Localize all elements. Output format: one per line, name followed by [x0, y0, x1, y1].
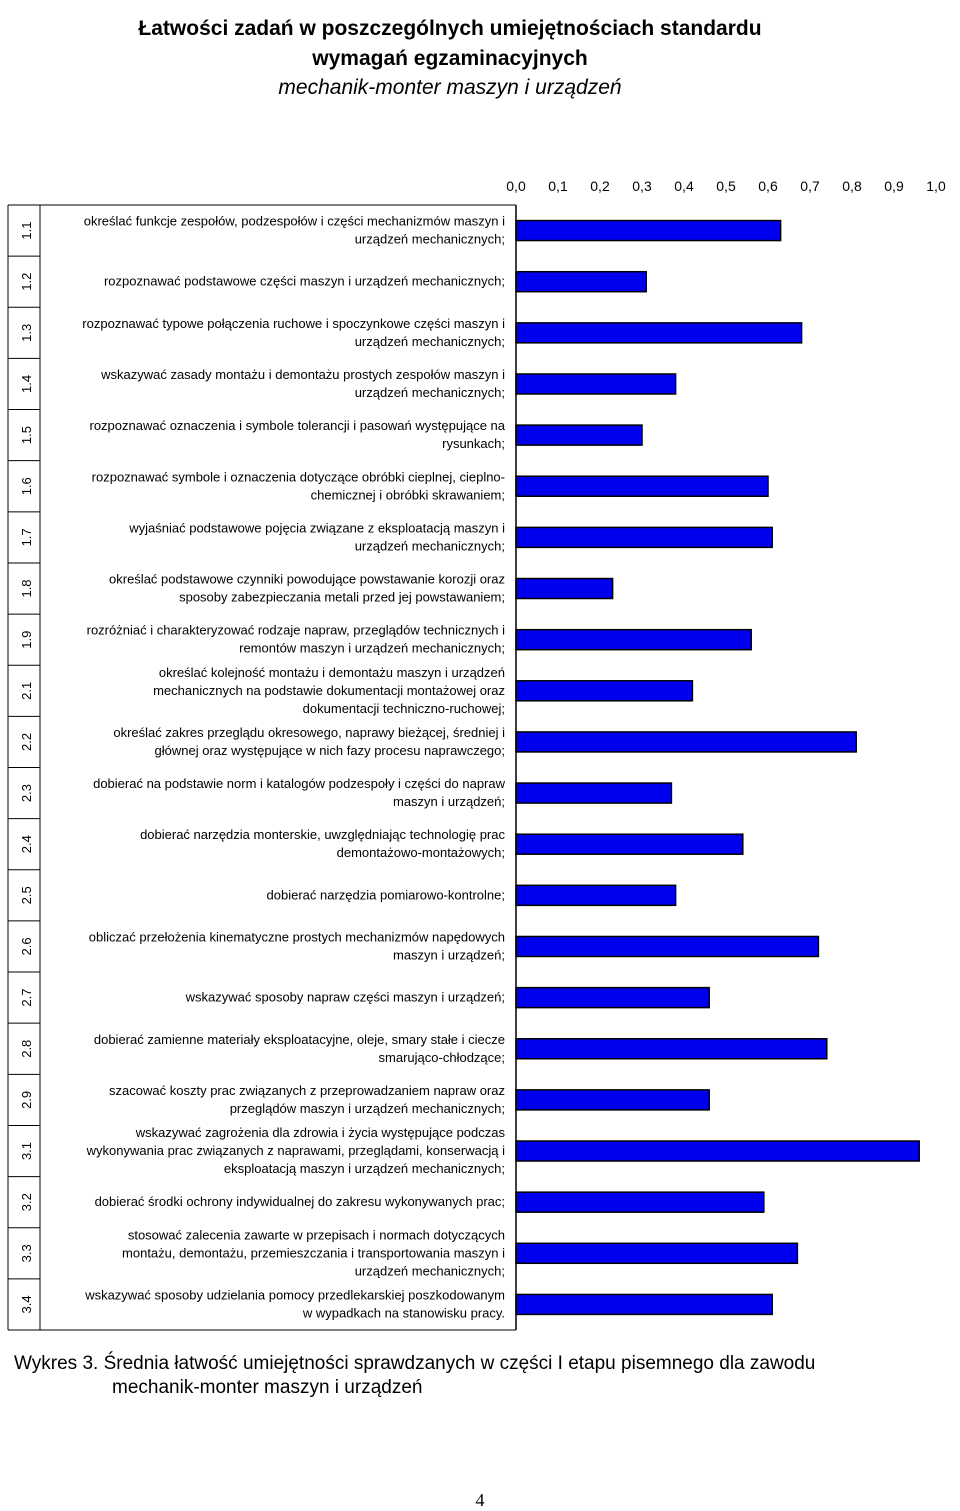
row-code-label: 2.5 [19, 886, 34, 905]
row-code-label: 2.6 [19, 937, 34, 956]
row-code-label: 2.2 [19, 732, 34, 751]
category-label: wykonywania prac związanych z naprawami, przeglądami, konserwacją i [86, 1143, 505, 1159]
category-label: obliczać przełożenia kinematyczne prostych mechanizmów napędowych [88, 929, 505, 945]
bar [516, 1039, 827, 1059]
category-label: głównej oraz występujące w nich fazy procesu naprawczego; [154, 742, 505, 758]
x-tick-label: 0,6 [758, 178, 778, 194]
category-label: maszyn i urządzeń; [393, 794, 505, 810]
bar [516, 885, 676, 905]
category-label: dokumentacji techniczno-ruchowej; [302, 700, 505, 716]
x-tick-label: 0,1 [548, 178, 568, 194]
row-code-label: 1.6 [19, 477, 34, 496]
category-label: rozróżniać i charakteryzować rodzaje napraw, przeglądów technicznych i [86, 622, 505, 638]
row-code-label: 2.9 [19, 1090, 34, 1109]
category-label: chemicznej i obróbki skrawaniem; [310, 487, 505, 503]
category-label: eksploatacją maszyn i urządzeń mechanicznych; [223, 1161, 505, 1177]
row-code-label: 2.7 [19, 988, 34, 1007]
category-label: określać funkcje zespołów, podzespołów i części mechanizmów maszyn i [83, 213, 505, 229]
x-tick-label: 0,7 [800, 178, 820, 194]
category-label: remontów maszyn i urządzeń mechanicznych; [239, 640, 505, 656]
bar [516, 732, 856, 752]
bar [516, 1090, 709, 1110]
x-tick-label: 0,4 [674, 178, 694, 194]
category-label: mechanicznych na podstawie dokumentacji montażowej oraz [153, 682, 505, 698]
row-code-label: 2.1 [19, 681, 34, 700]
row-code-label: 1.7 [19, 528, 34, 547]
category-label: przeglądów maszyn i urządzeń mechanicznych; [229, 1100, 505, 1116]
chart-title: Łatwości zadań w poszczególnych umiejętnościach standardu [138, 17, 762, 40]
bar [516, 221, 781, 241]
bar [516, 681, 692, 701]
category-label: dobierać na podstawie norm i katalogów podzespoły i części do napraw [93, 776, 505, 792]
category-label: rozpoznawać podstawowe części maszyn i urządzeń mechanicznych; [103, 273, 505, 289]
caption-line-2: mechanik-monter maszyn i urządzeń [112, 1377, 423, 1398]
category-label: wskazywać sposoby udzielania pomocy przedlekarskiej poszkodowanym [85, 1287, 505, 1303]
bar [516, 630, 751, 650]
bar [516, 1243, 797, 1263]
category-label: w wypadkach na stanowisku pracy. [302, 1305, 505, 1321]
x-tick-label: 0,8 [842, 178, 862, 194]
row-code-label: 1.2 [19, 272, 34, 291]
category-label: określać zakres przeglądu okresowego, naprawy bieżącej, średniej i [113, 724, 505, 740]
category-label: rozpoznawać symbole i oznaczenia dotyczące obróbki cieplnej, cieplno- [91, 469, 505, 485]
category-label: maszyn i urządzeń; [393, 947, 505, 963]
category-label: wskazywać zagrożenia dla zdrowia i życia występujące podczas [135, 1125, 505, 1141]
category-label: dobierać narzędzia pomiarowo-kontrolne; [266, 887, 505, 903]
row-code-label: 1.3 [19, 323, 34, 342]
row-code-label: 1.1 [19, 221, 34, 240]
category-label: urządzeń mechanicznych; [354, 231, 505, 247]
bar [516, 374, 676, 394]
row-code-label: 1.9 [19, 630, 34, 649]
category-label: rysunkach; [442, 436, 505, 452]
category-label: smarująco-chłodzące; [378, 1049, 505, 1065]
row-code-label: 2.3 [19, 784, 34, 803]
category-label: dobierać zamienne materiały eksploatacyjne, oleje, smary stałe i ciecze [93, 1031, 505, 1047]
bar [516, 425, 642, 445]
category-label: dobierać środki ochrony indywidualnej do zakresu wykonywanych prac; [94, 1194, 505, 1210]
figure-caption [14, 1352, 944, 1400]
bar [516, 272, 646, 292]
row-code-label: 2.8 [19, 1039, 34, 1058]
category-label: określać kolejność montażu i demontażu maszyn i urządzeń [158, 664, 505, 680]
bar [516, 834, 743, 854]
chart-subtitle: mechanik-monter maszyn i urządzeń [278, 76, 622, 99]
row-code-label: 3.3 [19, 1244, 34, 1263]
x-tick-label: 0,3 [632, 178, 652, 194]
row-code-label: 3.4 [19, 1295, 34, 1314]
category-label: urządzeń mechanicznych; [354, 538, 505, 554]
category-label: rozpoznawać oznaczenia i symbole tolerancji i pasowań występujące na [89, 418, 505, 434]
category-label: stosować zalecenia zawarte w przepisach i normach dotyczących [127, 1227, 505, 1243]
category-label: demontażowo-montażowych; [336, 845, 505, 861]
category-label: dobierać narzędzia monterskie, uwzględniając technologię prac [140, 827, 505, 843]
bar [516, 323, 802, 343]
category-label: określać podstawowe czynniki powodujące powstawanie korozji oraz [109, 571, 505, 587]
bar [516, 527, 772, 547]
category-label: wskazywać zasady montażu i demontażu prostych zespołów maszyn i [101, 366, 505, 382]
bar [516, 988, 709, 1008]
bar [516, 476, 768, 496]
bar [516, 579, 613, 599]
category-label: urządzeń mechanicznych; [354, 333, 505, 349]
bar [516, 1192, 764, 1212]
page-number: 4 [475, 1490, 485, 1510]
x-tick-label: 0,9 [884, 178, 904, 194]
x-tick-label: 0,5 [716, 178, 736, 194]
bar [516, 936, 818, 956]
category-label: sposoby zabezpieczania metali przed jej powstawaniem; [179, 589, 505, 605]
row-code-label: 3.1 [19, 1141, 34, 1161]
row-code-label: 3.2 [19, 1193, 34, 1212]
category-label: urządzeń mechanicznych; [354, 384, 505, 400]
category-label: wyjaśniać podstawowe pojęcia związane z eksploatacją maszyn i [129, 520, 505, 536]
row-code-label: 1.5 [19, 426, 34, 445]
x-tick-label: 0,0 [506, 178, 526, 194]
category-label: montażu, demontażu, przemieszczania i transportowania maszyn i [122, 1245, 505, 1261]
row-code-label: 1.8 [19, 579, 34, 598]
x-tick-label: 1,0 [926, 178, 946, 194]
category-label: wskazywać sposoby napraw części maszyn i urządzeń; [185, 989, 505, 1005]
bar [516, 1294, 772, 1314]
row-code-label: 2.4 [19, 835, 34, 854]
caption-line-1: Wykres 3. Średnia łatwość umiejętności sprawdzanych w części I etapu pisemnego dla zawodu [14, 1353, 816, 1374]
bar [516, 783, 671, 803]
bar [516, 1141, 919, 1161]
chart-title-line2: wymagań egzaminacyjnych [312, 47, 588, 70]
row-code-label: 1.4 [19, 374, 34, 394]
category-label: rozpoznawać typowe połączenia ruchowe i spoczynkowe części maszyn i [82, 315, 505, 331]
category-label: urządzeń mechanicznych; [354, 1263, 505, 1279]
category-label: szacować koszty prac związanych z przeprowadzaniem napraw oraz [109, 1082, 505, 1098]
x-tick-label: 0,2 [590, 178, 610, 194]
